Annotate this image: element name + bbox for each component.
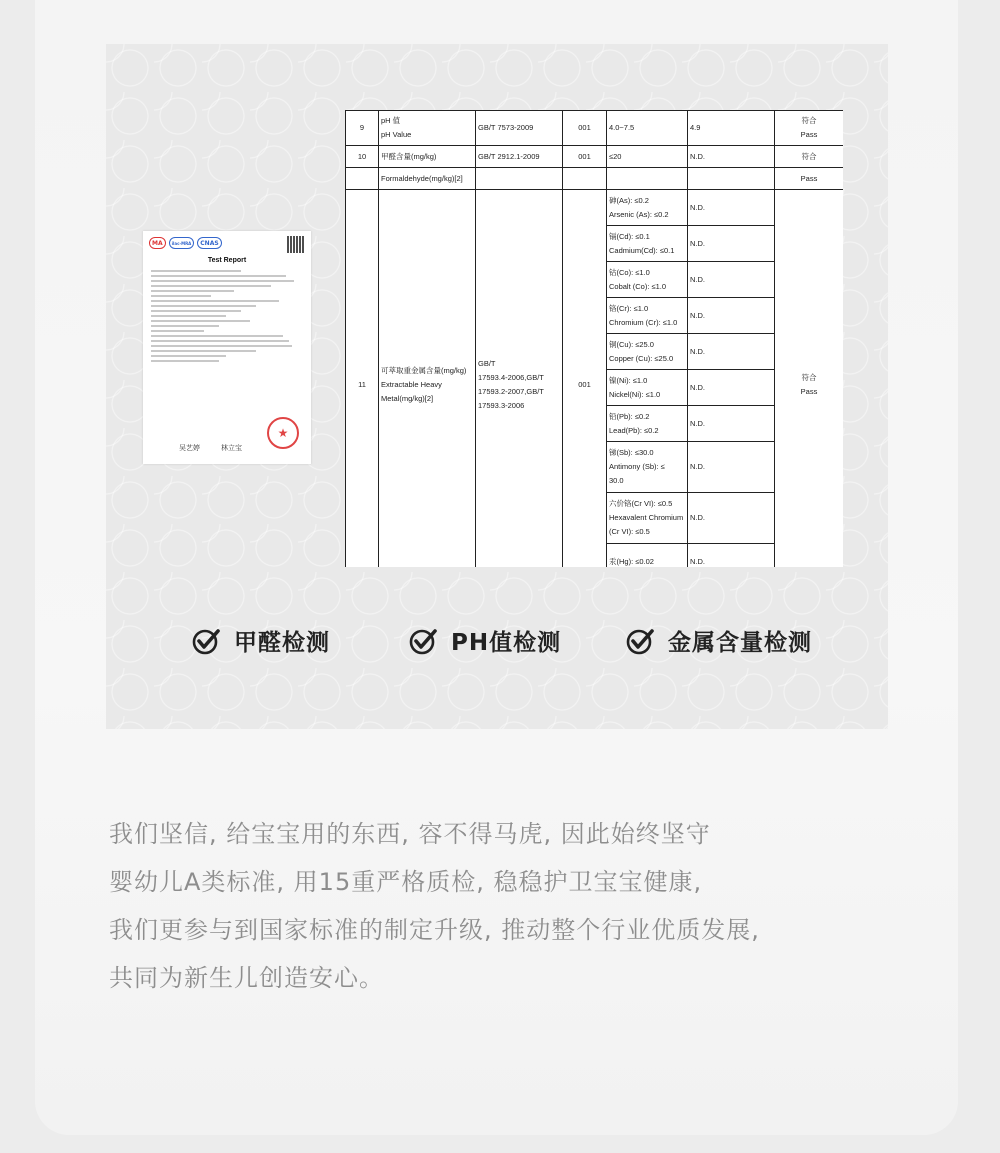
report-title: Test Report (207, 257, 247, 264)
result: N.D. (688, 406, 775, 442)
row-number: 9 (346, 111, 379, 146)
limit: 钴(Co): ≤1.0 Cobalt (Co): ≤1.0 (607, 262, 688, 298)
limit: 汞(Hg): ≤0.02 (607, 544, 688, 568)
result: N.D. (688, 493, 775, 544)
check-formaldehyde (192, 624, 330, 657)
description-line: 共同为新生儿创造安心。 (109, 964, 384, 992)
qr-code-icon (287, 236, 304, 253)
check-metals (626, 624, 812, 657)
result: N.D. (688, 442, 775, 493)
table-row (346, 146, 844, 168)
test-item: 甲醛含量(mg/kg) (379, 146, 476, 168)
limit: 六价铬(Cr VI): ≤0.5 Hexavalent Chromium (Cr VI): ≤0.5 (607, 493, 688, 544)
cnas-logo: CNAS (197, 237, 221, 249)
row-number: 11 (346, 190, 379, 568)
test-method: GB/T 2912.1-2009 (476, 146, 563, 168)
signature-2: 林立宝 (221, 444, 242, 452)
check-label: 金属含量检测 (668, 630, 812, 656)
result: N.D. (688, 298, 775, 334)
test-method: GB/T 17593.4-2006,GB/T 17593.2-2007,GB/T 17593.3-2006 (476, 190, 563, 568)
table-row (346, 111, 844, 146)
result: N.D. (688, 544, 775, 568)
limit: 4.0~7.5 (607, 111, 688, 146)
description-line: 婴幼儿A类标准, 用15重严格质检, 稳稳护卫宝宝健康, (109, 868, 703, 896)
result: N.D. (688, 190, 775, 226)
ma-logo: MA (149, 237, 166, 249)
description-text (109, 810, 889, 1002)
red-stamp-icon: ★ (267, 417, 299, 449)
limit: 锑(Sb): ≤30.0 Antimony (Sb): ≤ 30.0 (607, 442, 688, 493)
limit: ≤20 (607, 146, 688, 168)
limit: 砷(As): ≤0.2 Arsenic (As): ≤0.2 (607, 190, 688, 226)
limit: 铅(Pb): ≤0.2 Lead(Pb): ≤0.2 (607, 406, 688, 442)
test-report-thumbnail[interactable] (143, 231, 311, 464)
test-item: pH 值 pH Value (379, 111, 476, 146)
description-line: 我们坚信, 给宝宝用的东西, 容不得马虎, 因此始终坚守 (109, 820, 711, 848)
limit: 铜(Cu): ≤25.0 Copper (Cu): ≤25.0 (607, 334, 688, 370)
limit: 铬(Cr): ≤1.0 Chromium (Cr): ≤1.0 (607, 298, 688, 334)
certification-logos (149, 237, 222, 249)
verdict: 符合 Pass (775, 190, 844, 568)
check-label: 甲醛检测 (234, 630, 330, 656)
verdict: 符合 (775, 146, 844, 168)
check-ph (409, 624, 561, 657)
checkmark-icon (409, 627, 437, 655)
limit: 镍(Ni): ≤1.0 Nickel(Ni): ≤1.0 (607, 370, 688, 406)
row-number: 10 (346, 146, 379, 168)
sample-no: 001 (563, 190, 607, 568)
feature-checks (0, 624, 1000, 660)
verdict: Pass (775, 168, 844, 190)
result: N.D. (688, 334, 775, 370)
result: 4.9 (688, 111, 775, 146)
test-results-table (345, 110, 843, 567)
test-item: Formaldehyde(mg/kg)[2] (379, 168, 476, 190)
result: N.D. (688, 262, 775, 298)
table-row (346, 168, 844, 190)
check-label: PH值检测 (451, 630, 562, 656)
description-line: 我们更参与到国家标准的制定升级, 推动整个行业优质发展, (109, 916, 760, 944)
sample-no: 001 (563, 146, 607, 168)
limit: 镉(Cd): ≤0.1 Cadmium(Cd): ≤0.1 (607, 226, 688, 262)
result: N.D. (688, 146, 775, 168)
result: N.D. (688, 370, 775, 406)
test-method: GB/T 7573-2009 (476, 111, 563, 146)
verdict: 符合 Pass (775, 111, 844, 146)
sample-no: 001 (563, 111, 607, 146)
checkmark-icon (192, 627, 220, 655)
report-text-lines (151, 267, 301, 365)
signature-1: 吴艺婷 (179, 444, 200, 452)
checkmark-icon (626, 627, 654, 655)
table-row (346, 190, 844, 226)
result: N.D. (688, 226, 775, 262)
ilac-logo: ilac-MRA (169, 237, 195, 249)
test-item: 可萃取重金属含量(mg/kg) Extractable Heavy Metal(mg/kg)[2] (379, 190, 476, 568)
